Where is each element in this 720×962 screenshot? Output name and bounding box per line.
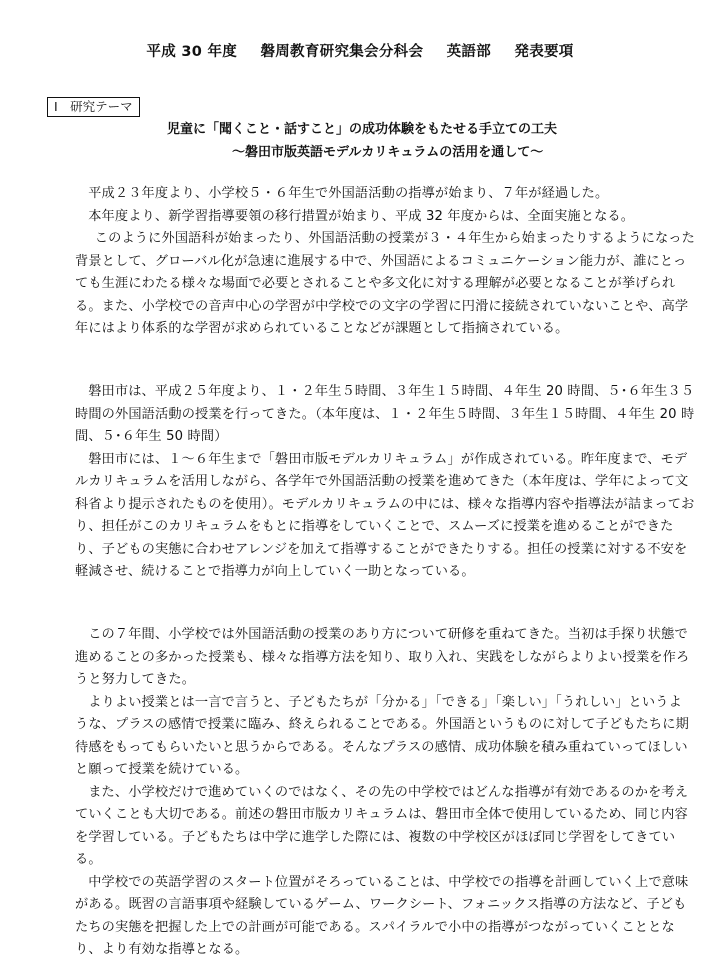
iwata-curriculum-section	[75, 381, 695, 584]
title-kind: 発表要項	[514, 44, 574, 60]
title-meeting: 磐周教育研究集会分科会	[260, 44, 424, 60]
practice-section	[75, 624, 695, 962]
paragraph: 平成２３年度より、小学校５・６年生で外国語活動の指導が始まり、７年が経過した。	[88, 186, 609, 201]
paragraph: この７年間、小学校では外国語活動の授業のあり方について研修を重ねてきた。当初は手探り状態で進めることの多かった授業も、様々な指導方法を知り、取り入れ、実践をしながらよりよい授業を作ろうと努力してきた。	[75, 627, 690, 687]
background-section	[75, 183, 695, 341]
paragraph: また、小学校だけで進めていくのではなく、その先の中学校ではどんな指導が有効であるのかを考えていくことも大切である。前述の磐田市版カリキュラムは、磐田市全体で使用しているため、同じ内容を学習している。子どもたちは中学に進学した際には、複数の中学校区がほぼ同じ学習をしてきている。	[75, 784, 689, 867]
paragraph: 中学校での英語学習のスタート位置がそろっていることは、中学校での指導を計画していく上で意味がある。既習の言語事項や経験しているゲーム、ワークシート、フォニックス指導の方法など、子どもたちの実態を把握した上での計画が可能である。スパイラルで小中の指導がつながっていくこととなり、より有効な指導となる。	[75, 874, 689, 957]
document-title	[0, 40, 720, 61]
research-theme-sub: ～磐田市版英語モデルカリキュラムの活用を通して～	[232, 145, 544, 160]
title-department: 英語部	[446, 44, 492, 60]
paragraph: よりよい授業とは一言で言うと、子どもたちが「分かる」「できる」「楽しい」「うれしい」というような、プラスの感情で授業に臨み、終えられることである。外国語というものに対して子どもたちに期待感をもってもらいたいと思うからである。そんなプラスの感情、成功体験を積み重ねていってほしいと願って授業を続けている。	[75, 694, 689, 777]
paragraph: このように外国語科が始まったり、外国語活動の授業が３・４年生から始まったりするようになった背景として、グローバル化が急速に進展する中で、外国語によるコミュニケーション能力が、誰にとっても生涯にわたる様々な場面で必要とされることや多文化に対する理解が必要となることが挙げられる。また、小学校での音声中心の学習が中学校での文字の学習に円滑に接続されていないことや、高学年にはより体系的な学習が求められていることなどが課題として指摘されている。	[75, 231, 695, 336]
paragraph: 磐田市には、１～６年生まで「磐田市版モデルカリキュラム」が作成されている。昨年度まで、モデルカリキュラムを活用しながら、各学年で外国語活動の授業を進めてきた（本年度は、学年によって文科省より提示されたものを使用）。モデルカリキュラムの中には、様々な指導内容や指導法が詰まっており、担任がこのカリキュラムをもとに指導をしていくことで、スムーズに授業を進めることができたり、子どもの実態に合わせアレンジを加えて指導することができたりする。担任の授業に対する不安を軽減させ、続けることで指導力が向上していく一助となっている。	[75, 451, 695, 579]
paragraph: 本年度より、新学習指導要領の移行措置が始まり、平成 32 年度からは、全面実施となる。	[88, 208, 635, 224]
research-theme-main: 児童に「聞くこと・話すこと」の成功体験をもたせる手立ての工夫	[167, 122, 558, 137]
title-year: 平成 30 年度	[146, 44, 238, 60]
paragraph: 磐田市は、平成２５年度より、１・２年生５時間、３年生１５時間、４年生 20 時間、５･６年生３５時間の外国語活動の授業を行ってきた。（本年度は、１・２年生５時間、３年生１５時間、４年生 20 時間、５･６年生 50 時間）	[75, 384, 695, 444]
section-heading: Ⅰ 研究テーマ	[47, 97, 140, 117]
